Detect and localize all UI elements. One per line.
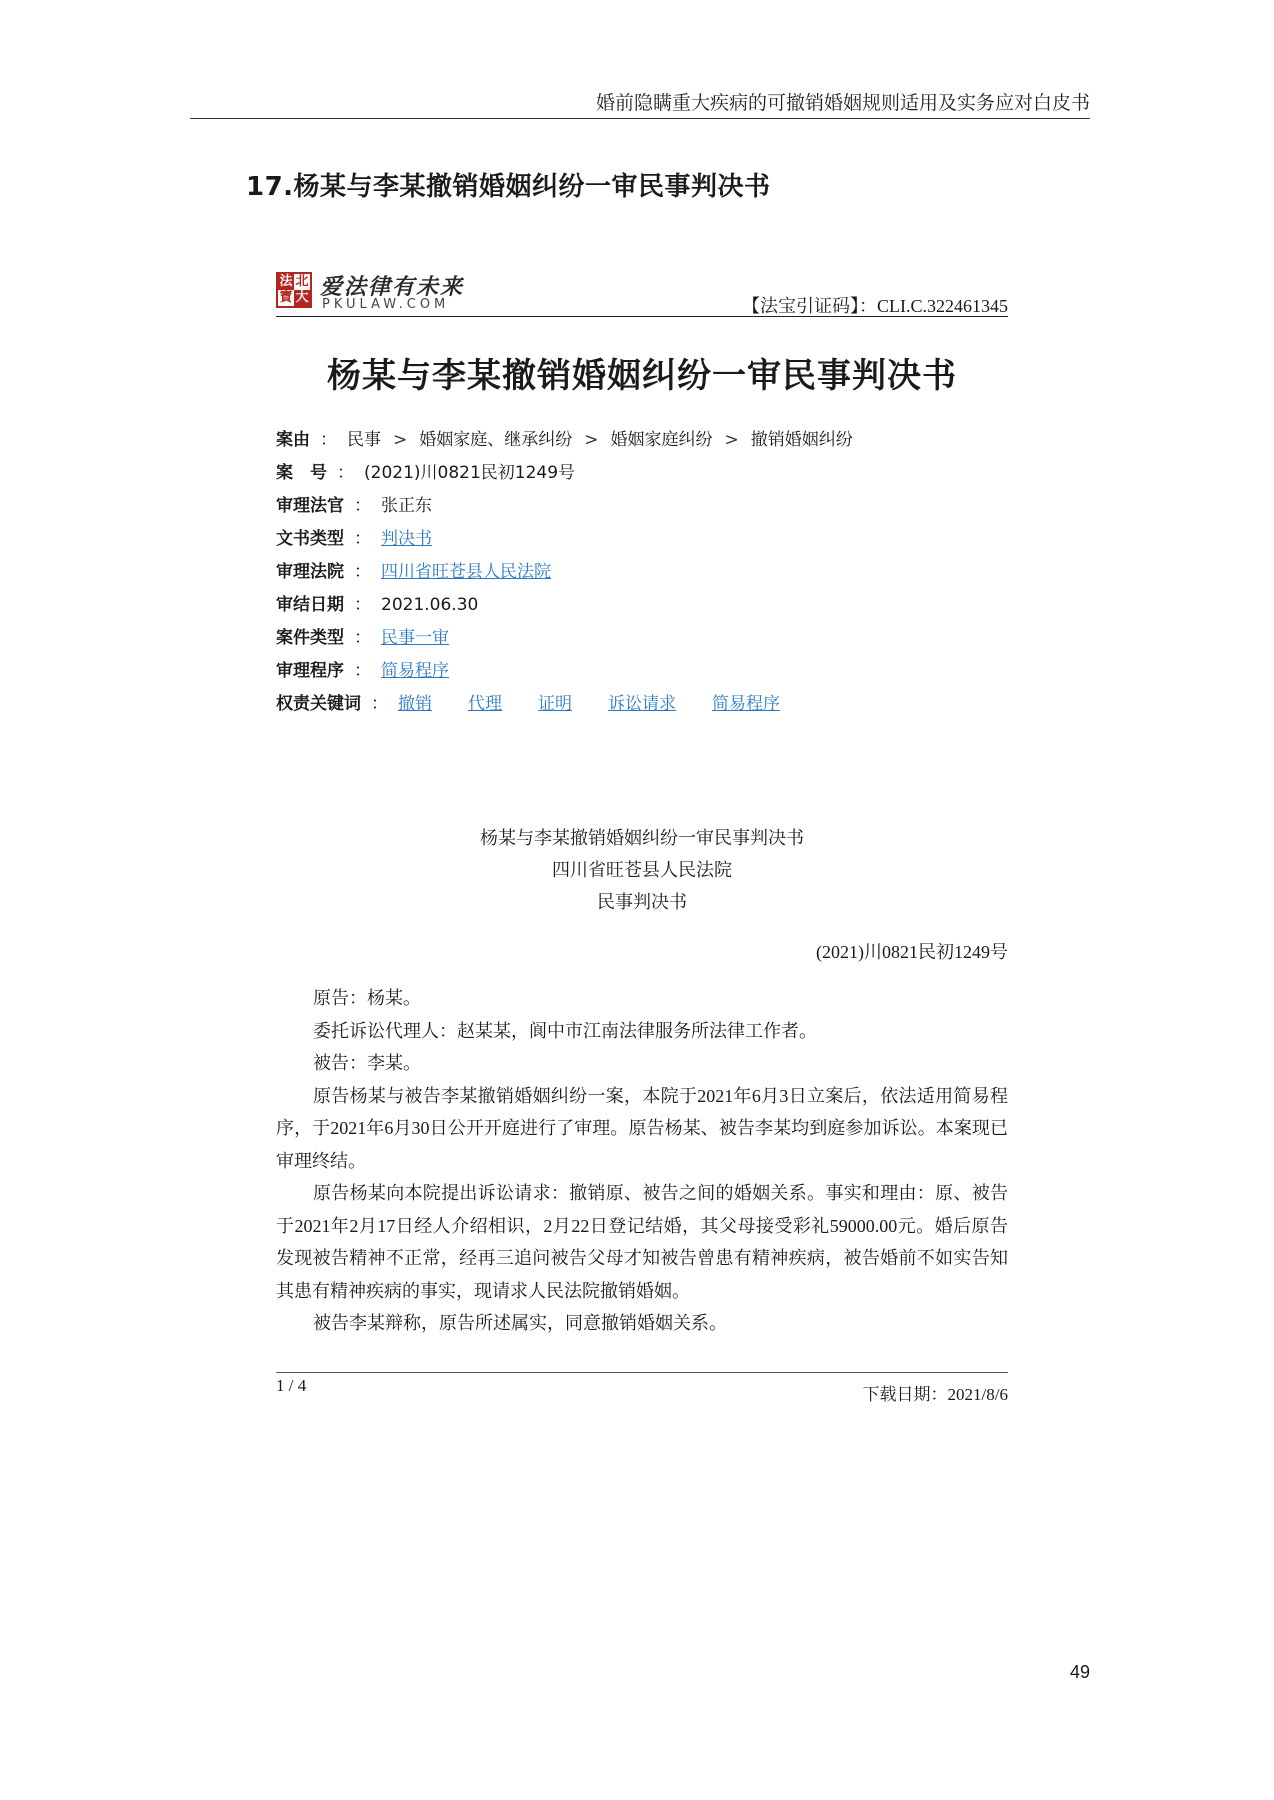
- cause-level-1: 民事: [347, 430, 381, 450]
- body-paragraph: 被告：李某。: [313, 1053, 421, 1073]
- citation-code: 【法宝引证码】：CLI.C.322461345: [741, 296, 1008, 316]
- meta-keywords: 权责关键词 ： 撤销 代理 证明 诉讼请求 简易程序: [276, 694, 780, 714]
- meta-key: 审理法官: [276, 496, 344, 516]
- chevron-right-icon: >: [584, 430, 599, 450]
- meta-key: 审理程序: [276, 661, 344, 681]
- case-no-value: (2021)川0821民初1249号: [364, 463, 576, 483]
- meta-key: 案件类型: [276, 628, 344, 648]
- judgment-body: [276, 982, 1008, 1340]
- date-value: 2021.06.30: [381, 595, 479, 615]
- download-date: 下载日期：2021/8/6: [862, 1385, 1008, 1404]
- meta-procedure: 审理程序 ： 简易程序: [276, 661, 449, 681]
- doctype-link[interactable]: 判决书: [381, 529, 432, 549]
- seal-char: 北: [295, 274, 309, 289]
- meta-case-no: 案 号 ： (2021)川0821民初1249号: [276, 463, 576, 483]
- pkulaw-seal-icon: [276, 272, 312, 308]
- procedure-link[interactable]: 简易程序: [381, 661, 449, 681]
- body-paragraph: 原告杨某向本院提出诉讼请求：撤销原、被告之间的婚姻关系。事实和理由：原、被告于2021年2月17日经人介绍相识，2月22日登记结婚，其父母接受彩礼59000.00元。婚后原告发现被告精神不正常，经再三追问被告父母才知被告曾患有精神疾病，被告婚前不如实告知其患有精神疾病的事实，现请求人民法院撤销婚姻。: [276, 1183, 1008, 1301]
- case-metadata: [276, 428, 853, 725]
- seal-char: 法: [279, 274, 293, 289]
- body-paragraph: 原告：杨某。: [313, 988, 421, 1008]
- judge-value: 张正东: [381, 496, 432, 516]
- case-number-right: (2021)川0821民初1249号: [816, 942, 1008, 962]
- meta-casetype: 案件类型 ： 民事一审: [276, 628, 449, 648]
- keyword-link[interactable]: 证明: [538, 694, 572, 714]
- casetype-link[interactable]: 民事一审: [381, 628, 449, 648]
- cause-level-3: 婚姻家庭纠纷: [610, 430, 713, 450]
- meta-cause: 案由 ： 民事 > 婚姻家庭、继承纠纷 > 婚姻家庭纠纷 > 撤销婚姻纠纷: [276, 430, 853, 450]
- keyword-link[interactable]: 代理: [468, 694, 502, 714]
- chevron-right-icon: >: [393, 430, 408, 450]
- meta-court: 审理法院 ： 四川省旺苍县人民法院: [276, 562, 551, 582]
- cause-level-4: 撤销婚姻纠纷: [750, 430, 853, 450]
- inner-page-indicator: 1 / 4: [276, 1376, 307, 1395]
- keyword-link[interactable]: 简易程序: [712, 694, 780, 714]
- footer-rule: [276, 1372, 1008, 1373]
- meta-key: 文书类型: [276, 529, 344, 549]
- body-paragraph: 被告李某辩称，原告所述属实，同意撤销婚姻关系。: [313, 1313, 727, 1333]
- meta-judge: 审理法官 ： 张正东: [276, 496, 432, 516]
- header-rule: [190, 118, 1090, 119]
- logo-url: PKULAW.COM: [322, 297, 450, 312]
- chevron-right-icon: >: [724, 430, 739, 450]
- meta-key: 案由: [276, 430, 310, 450]
- logo-slogan: 爱法律有未来: [320, 274, 465, 300]
- cause-level-2: 婚姻家庭、继承纠纷: [419, 430, 573, 450]
- keyword-link[interactable]: 诉讼请求: [608, 694, 676, 714]
- body-paragraph: 委托诉讼代理人：赵某某，阆中市江南法律服务所法律工作者。: [313, 1020, 817, 1041]
- keyword-link[interactable]: 撤销: [398, 694, 432, 714]
- section-title: 17.杨某与李某撤销婚姻纠纷一审民事判决书: [246, 172, 771, 202]
- meta-key: 案 号: [276, 463, 327, 483]
- judgment-heading-court: 四川省旺苍县人民法院: [552, 860, 732, 880]
- meta-doctype: 文书类型 ： 判决书: [276, 529, 432, 549]
- court-link[interactable]: 四川省旺苍县人民法院: [381, 562, 551, 582]
- seal-char: 大: [295, 290, 309, 305]
- top-rule: [276, 316, 1008, 317]
- pkulaw-logo: [276, 270, 466, 312]
- meta-key: 权责关键词: [276, 694, 361, 714]
- page-number: 49: [1070, 1662, 1091, 1682]
- document-title: 杨某与李某撤销婚姻纠纷一审民事判决书: [327, 356, 957, 396]
- judgment-heading-type: 民事判决书: [597, 892, 687, 912]
- meta-key: 审理法院: [276, 562, 344, 582]
- body-paragraph: 原告杨某与被告李某撤销婚姻纠纷一案，本院于2021年6月3日立案后，依法适用简易程序，于2021年6月30日公开开庭进行了审理。原告杨某、被告李某均到庭参加诉讼。本案现已审理终结。: [276, 1085, 1008, 1171]
- meta-key: 审结日期: [276, 595, 344, 615]
- meta-date: 审结日期 ： 2021.06.30: [276, 595, 479, 615]
- seal-char: 寶: [279, 290, 293, 305]
- judgment-heading-title: 杨某与李某撤销婚姻纠纷一审民事判决书: [480, 828, 804, 848]
- running-header: 婚前隐瞒重大疾病的可撤销婚姻规则适用及实务应对白皮书: [595, 93, 1090, 114]
